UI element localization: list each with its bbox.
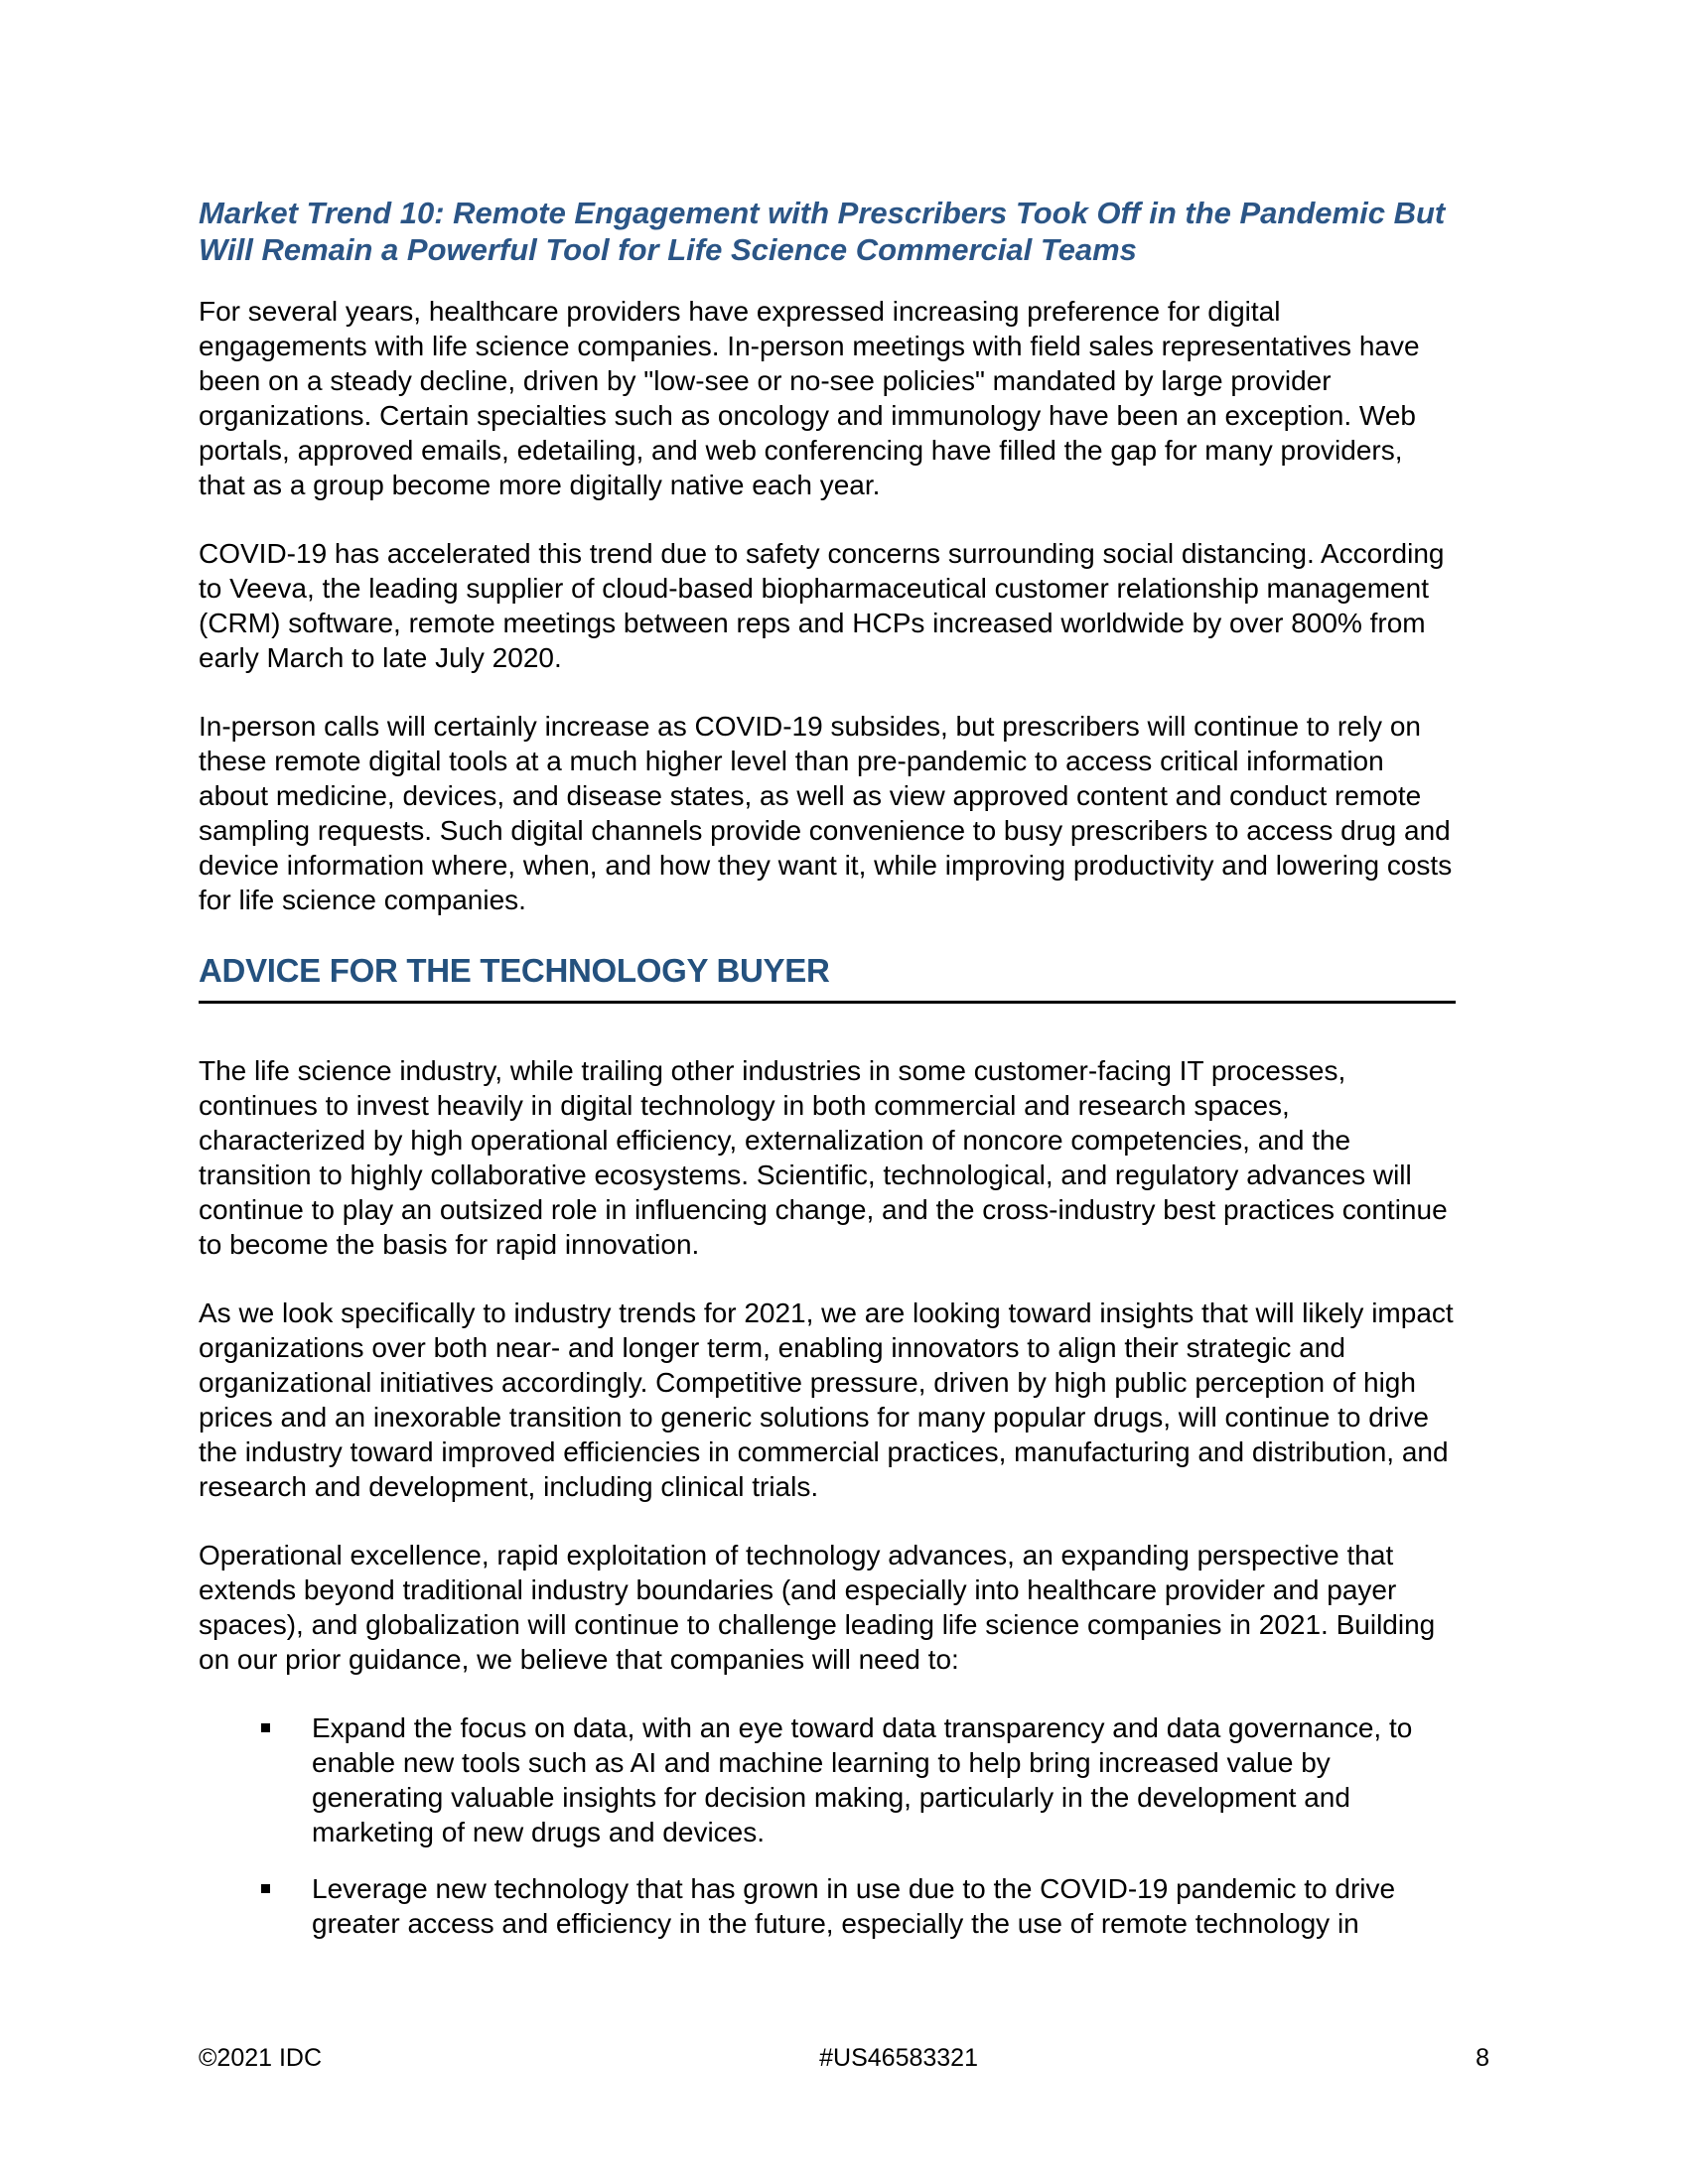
- footer-page-number: 8: [1476, 2044, 1489, 2072]
- footer-doc-id: #US46583321: [819, 2044, 978, 2072]
- paragraph: COVID-19 has accelerated this trend due to safety concerns surrounding social distancing. According to Veeva, the leading supplier of cloud-based biopharmaceutical customer relationship management (CRM) software, remote meetings between reps and HCPs increased worldwide by over 800% from early March to late July 2020.: [199, 538, 1445, 673]
- bullet-icon: [261, 1884, 270, 1893]
- paragraph: As we look specifically to industry trends for 2021, we are looking toward insights that will likely impact organizations over both near- and longer term, enabling innovators to align their strategic and organizational initiatives accordingly. Competitive pressure, driven by high public perception of high prices and an inexorable transition to generic solutions for many popular drugs, will continue to drive the industry toward improved efficiencies in commercial practices, manufacturing and distribution, and research and development, including clinical trials.: [199, 1297, 1454, 1502]
- section-divider: [199, 1001, 1456, 1004]
- paragraph: The life science industry, while trailing other industries in some customer-facing IT processes, continues to invest heavily in digital technology in both commercial and research spaces, characterized by high operational efficiency, externalization of noncore competencies, and the transition to highly collaborative ecosystems. Scientific, technological, and regulatory advances will continue to play an outsized role in influencing change, and the cross-industry best practices continue to become the basis for rapid innovation.: [199, 1055, 1448, 1260]
- section-heading-advice: ADVICE FOR THE TECHNOLOGY BUYER: [199, 952, 830, 989]
- advice-bullet-list: [199, 1710, 1456, 1941]
- list-item-text: Expand the focus on data, with an eye toward data transparency and data governance, to enable new tools such as AI and machine learning to help bring increased value by generating valuable insights for decision making, particularly in the development and marketing of new drugs and devices.: [312, 1712, 1413, 1847]
- paragraph: For several years, healthcare providers have expressed increasing preference for digital engagements with life science companies. In-person meetings with field sales representatives have been on a steady decline, driven by "low-see or no-see policies" mandated by large provider organizations. Certain specialties such as oncology and immunology have been an exception. Web portals, approved emails, edetailing, and web conferencing have filled the gap for many providers, that as a group become more digitally native each year.: [199, 296, 1420, 500]
- market-trend-heading: Market Trend 10: Remote Engagement with Prescribers Took Off in the Pandemic But Will Remain a Powerful Tool for Life Science Commercial Teams: [199, 196, 1446, 267]
- page-content: [199, 195, 1456, 1963]
- paragraph: In-person calls will certainly increase as COVID-19 subsides, but prescribers will continue to rely on these remote digital tools at a much higher level than pre-pandemic to access critical information about medicine, devices, and disease states, as well as view approved content and conduct remote sampling requests. Such digital channels provide convenience to busy prescribers to access drug and device information where, when, and how they want it, while improving productivity and lowering costs for life science companies.: [199, 711, 1453, 915]
- list-item-text: Leverage new technology that has grown in use due to the COVID-19 pandemic to drive greater access and efficiency in the future, especially the use of remote technology in: [312, 1873, 1396, 1939]
- footer-copyright: ©2021 IDC: [199, 2044, 323, 2072]
- list-item: [199, 1710, 1456, 1849]
- paragraph: Operational excellence, rapid exploitation of technology advances, an expanding perspective that extends beyond traditional industry boundaries (and especially into healthcare provider and payer spaces), and globalization will continue to challenge leading life science companies in 2021. Building on our prior guidance, we believe that companies will need to:: [199, 1540, 1436, 1675]
- list-item: [199, 1871, 1456, 1941]
- footer: [199, 2043, 1489, 2073]
- bullet-icon: [261, 1723, 270, 1732]
